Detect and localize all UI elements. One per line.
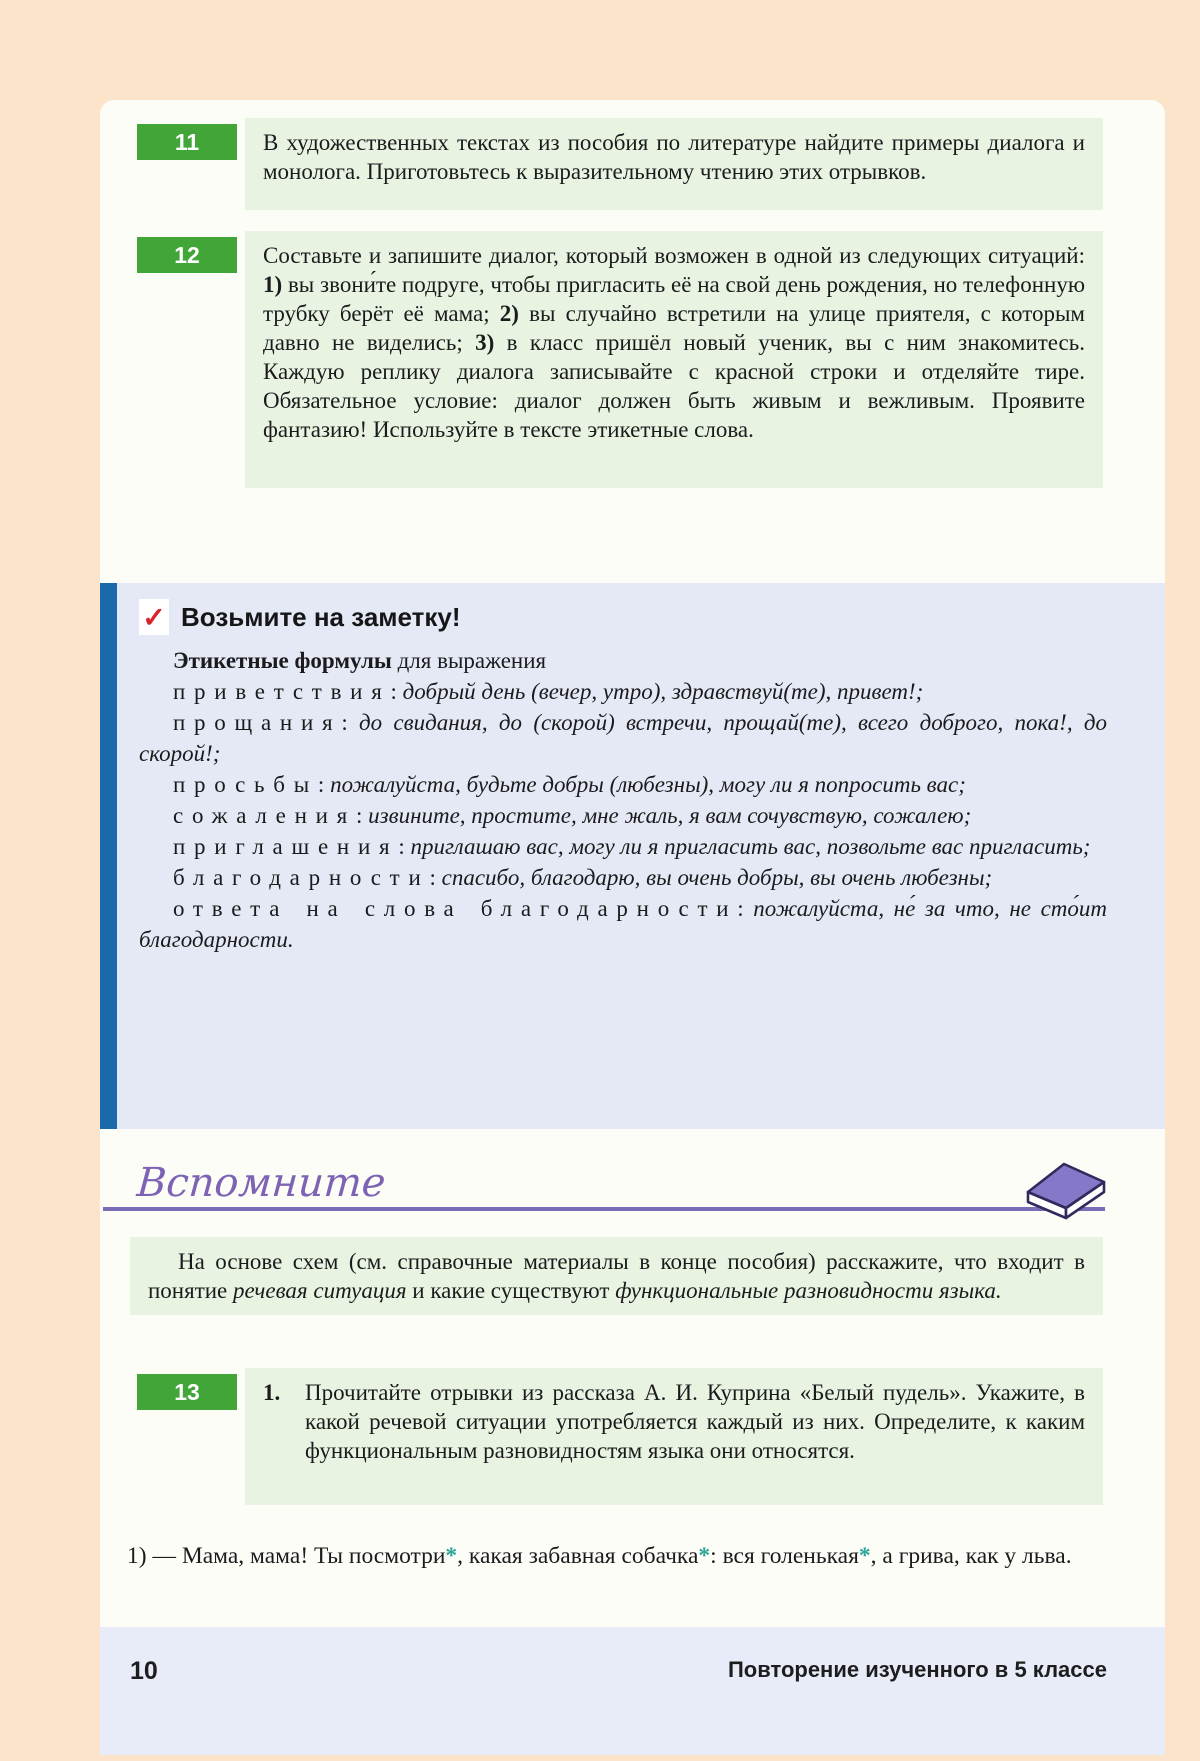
etiquette-formula: [139, 831, 1107, 862]
exercise-11-number-badge: [137, 124, 237, 160]
formula-colon: :: [429, 865, 436, 890]
dialogue-excerpt: [103, 1540, 1105, 1573]
etiquette-formula: [139, 707, 1107, 769]
note-intro-bold: Этикетные формулы: [173, 648, 392, 673]
note-box: [100, 583, 1165, 1129]
recall-heading: Вспомните: [135, 1160, 388, 1206]
formula-category: сожаления: [173, 803, 356, 828]
formula-examples: спасибо, благодарю, вы очень добры, вы очень любезны;: [435, 865, 993, 890]
formula-category: благодарности: [173, 865, 430, 890]
exercise-12-box: [245, 231, 1103, 488]
note-heading: [139, 599, 1107, 635]
exercise-number: 13: [174, 1379, 200, 1405]
note-title: Возьмите на заметку!: [181, 601, 461, 632]
formula-category: приглашения: [173, 834, 399, 859]
formula-colon: :: [355, 803, 363, 828]
exercise-13-box: [245, 1368, 1103, 1505]
dialogue-text: 1) — Мама, мама! Ты посмотри*, какая забавная собачка*: вся голенькая*, а грива, как у льва.: [127, 1543, 1072, 1569]
formula-examples: извините, простите, мне жаль, я вам сочувствую, сожалею;: [362, 803, 972, 828]
note-intro: [139, 645, 1107, 676]
note-intro-rest: для выражения: [391, 648, 547, 673]
formula-colon: :: [341, 710, 348, 735]
formula-examples: приглашаю вас, могу ли я пригласить вас, позвольте вас пригласить;: [404, 834, 1091, 859]
footer-section-title: Повторение изученного в 5 классе: [727, 1657, 1107, 1682]
formula-examples: пожалуйста, не́ за что, не сто́ит благодарности.: [139, 896, 1107, 952]
formula-examples: до свидания, до (скорой) встречи, прощай(те), всего доброго, пока!, до скорой!;: [139, 710, 1107, 766]
exercise-number: 12: [174, 242, 200, 268]
formula-examples: добрый день (вечер, утро), здравствуй(те), привет!;: [396, 679, 924, 704]
etiquette-formula: [139, 862, 1107, 893]
formula-colon: :: [737, 896, 744, 921]
etiquette-formula: [139, 800, 1107, 831]
formula-colon: :: [390, 679, 397, 704]
formula-colon: :: [317, 772, 325, 797]
recall-box: [130, 1237, 1103, 1315]
etiquette-formula: [139, 769, 1107, 800]
formula-category: прощания: [173, 710, 342, 735]
page-footer: [100, 1627, 1165, 1755]
formula-category: просьбы: [173, 772, 318, 797]
exercise-13-number-badge: [137, 1374, 237, 1410]
etiquette-formula: [139, 676, 1107, 707]
formula-category: ответа на слова благодарности: [173, 896, 738, 921]
book-icon: [1020, 1152, 1110, 1220]
formula-examples: пожалуйста, будьте добры (любезны), могу ли я попросить вас;: [324, 772, 966, 797]
task-item-number: 1.: [263, 1380, 281, 1405]
exercise-12-number-badge: [137, 237, 237, 273]
exercise-12-text: Составьте и запишите диалог, который возможен в одной из следующих ситуаций: 1) вы звони́те подруге, чтобы пригласить её на свой день рождения, но телефонную трубку берёт её мама; 2) вы случайно встретили на улице приятеля, с которым давно не виделись; 3) в класс пришёл новый ученик, вы с ним знакомитесь. Каждую реплику диалога записывайте с красной строки и отделяйте тире. Обязательное условие: диалог должен быть живым и вежливым. Проявите фантазию! Используйте в тексте этикетные слова.: [263, 243, 1085, 442]
formula-category: приветствия: [173, 679, 391, 704]
recall-underline: [103, 1207, 1105, 1211]
exercise-number: 11: [174, 129, 200, 155]
formula-colon: :: [398, 834, 405, 859]
etiquette-formula: [139, 893, 1107, 955]
checkmark-icon: ✓: [139, 599, 169, 635]
exercise-13-text: Прочитайте отрывки из рассказа А. И. Куприна «Белый пудель». Укажите, в какой речевой ситуации употребляется каждый из них. Определите, к каким функциональным разновидностям языка они относятся.: [305, 1380, 1085, 1463]
page-number: 10: [130, 1657, 158, 1685]
exercise-11-box: [245, 118, 1103, 210]
exercise-11-text: В художественных текстах из пособия по литературе найдите примеры диалога и монолога. Приготовьтесь к выразительному чтению этих отрывков.: [263, 130, 1085, 184]
recall-text: На основе схем (см. справочные материалы в конце пособия) расскажите, что входит в понятие речевая ситуация и какие существуют функциональные разновидности языка.: [148, 1249, 1085, 1303]
